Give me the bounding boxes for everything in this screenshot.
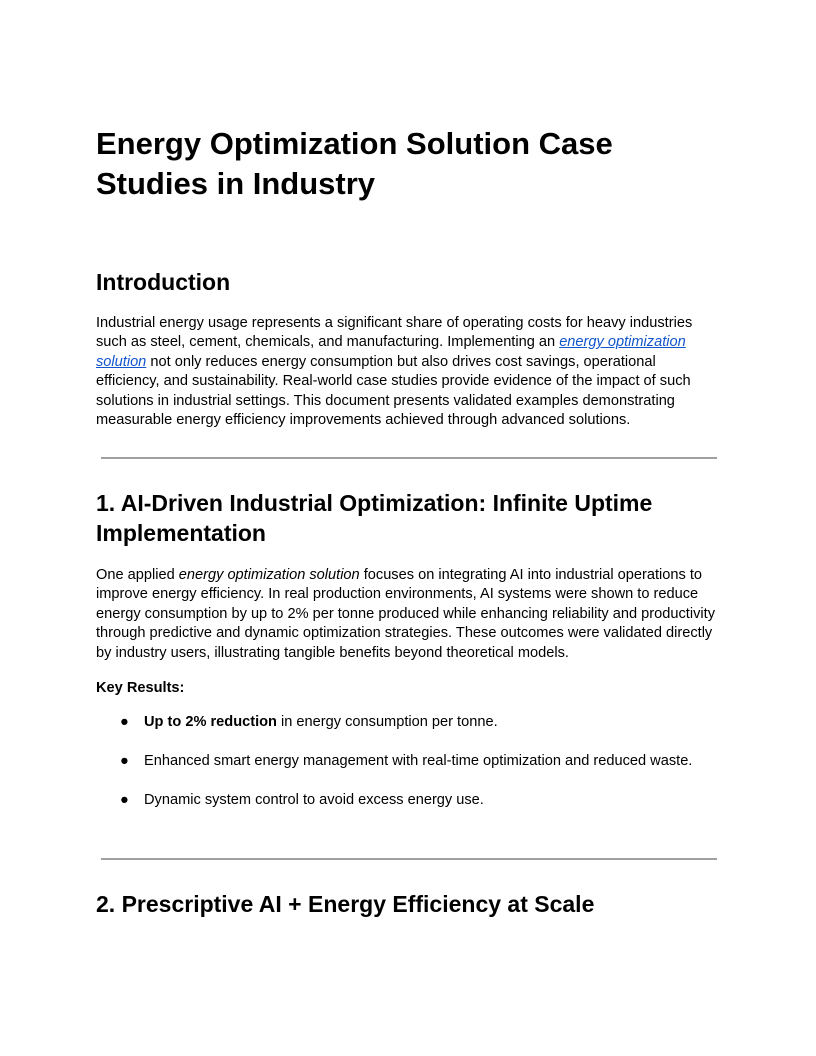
list-item-bold: Up to 2% reduction xyxy=(144,714,277,730)
section1-text-start: One applied xyxy=(96,567,179,583)
section-divider-2 xyxy=(101,858,717,860)
energy-optimization-link[interactable]: energy optimization solution xyxy=(96,334,686,370)
section-divider-1 xyxy=(101,457,717,459)
section1-heading: 1. AI-Driven Industrial Optimization: Infinite Uptime Implementation xyxy=(96,490,653,546)
key-results-label: Key Results: xyxy=(96,680,185,696)
document-title: Energy Optimization Solution Case Studies in Industry xyxy=(96,126,613,201)
section1-emphasis: energy optimization solution xyxy=(178,567,360,583)
list-item-rest: in energy consumption per tonne. xyxy=(276,714,498,730)
bullet-icon: ● xyxy=(120,753,129,769)
list-item-text: Dynamic system control to avoid excess energy use. xyxy=(144,792,484,808)
introduction-text-end: not only reduces energy consumption but also drives cost savings, operational efficiency, and sustainability. Real-world case studies provide evidence of the impact of such solutions in industrial settings. This document presents validated examples demonstrating measurable energy efficiency improvements achieved through advanced solutions. xyxy=(96,353,691,429)
bullet-icon: ● xyxy=(120,714,129,730)
section2-heading: 2. Prescriptive AI + Energy Efficiency at Scale xyxy=(96,891,595,917)
introduction-text-start: Industrial energy usage represents a significant share of operating costs for heavy industries such as steel, cement, chemicals, and manufacturing. Implementing an xyxy=(96,315,693,351)
list-item-text xyxy=(144,713,498,732)
list-item-text: Enhanced smart energy management with real-time optimization and reduced waste. xyxy=(144,753,693,769)
section1-text-end: focuses on integrating AI into industrial operations to improve energy efficiency. In real production environments, AI systems were shown to reduce energy consumption by up to 2% per tonne produced while enhancing reliability and productivity through predictive and dynamic optimization strategies. These outcomes were validated directly by industry users, illustrating tangible benefits beyond theoretical models. xyxy=(96,567,715,661)
introduction-paragraph xyxy=(96,314,720,430)
section1-paragraph xyxy=(96,566,720,663)
introduction-heading: Introduction xyxy=(96,269,231,295)
bullet-icon: ● xyxy=(120,792,129,808)
